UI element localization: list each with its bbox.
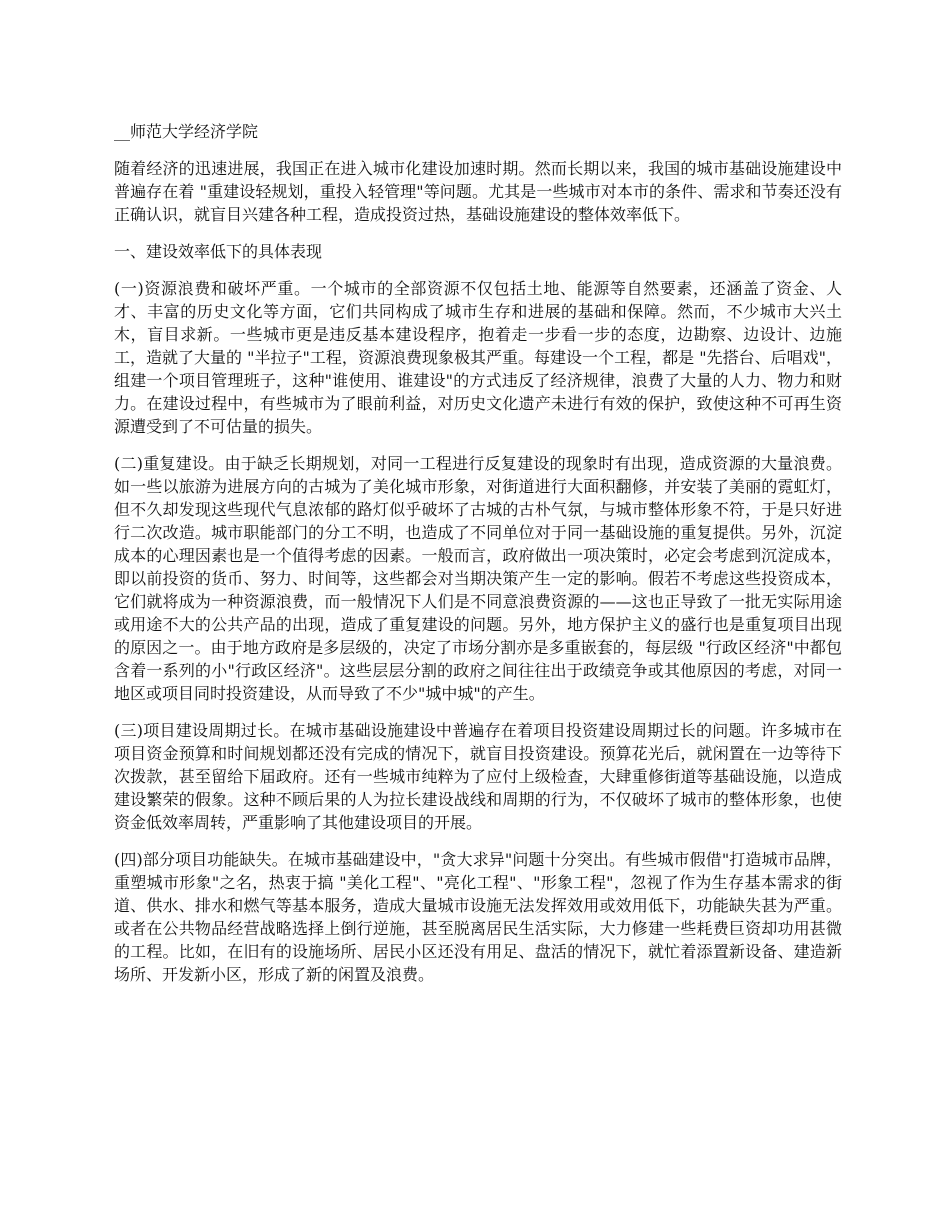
- paragraph-repeated-construction: (二)重复建设。由于缺乏长期规划，对同一工程进行反复建设的现象时有出现，造成资源的大量浪费。如一些以旅游为进展方向的古城为了美化城市形象，对街道进行大面积翻修，并安装了美丽的霓虹灯，但不久却发现这些现代气息浓郁的路灯似乎破坏了古城的古朴气氛，与城市整体形象不符，于是只好进行二次改造。城市职能部门的分工不明，也造成了不同单位对于同一基础设施的重复提供。另外，沉淀成本的心理因素也是一个值得考虑的因素。一般而言，政府做出一项决策时，必定会考虑到沉淀成本，即以前投资的货币、努力、时间等，这些都会对当期决策产生一定的影响。假若不考虑这些投资成本，它们就将成为一种资源浪费，而一般情况下人们是不同意浪费资源的——这也正导致了一批无实际用途或用途不大的公共产品的出现，造成了重复建设的问题。另外，地方保护主义的盛行也是重复项目出现的原因之一。由于地方政府是多层级的，决定了市场分割亦是多重嵌套的，每层级 "行政区经济"中都包含着一系列的小"行政区经济"。这些层层分割的政府之间往往出于政绩竞争或其他原因的考虑，对同一地区或项目同时投资建设，从而导致了不少"城中城"的产生。: [114, 454, 842, 703]
- section-heading: 一、建设效率低下的具体表现: [114, 242, 323, 261]
- intro-paragraph: 随着经济的迅速进展，我国正在进入城市化建设加速时期。然而长期以来，我国的城市基础设施建设中普遍存在着 "重建设轻规划，重投入轻管理"等问题。尤其是一些城市对本市的条件、需求和节奏还没有正确认识，就盲目兴建各种工程，造成投资过热，基础设施建设的整体效率低下。: [114, 159, 842, 224]
- document-page: [114, 120, 842, 1000]
- author-affiliation: __师范大学经济学院: [114, 122, 259, 141]
- paragraph-long-construction-cycle: (三)项目建设周期过长。在城市基础设施建设中普遍存在着项目投资建设周期过长的问题。许多城市在项目资金预算和时间规划都还没有完成的情况下，就盲目投资建设。预算花光后，就闲置在一边等待下次拨款，甚至留给下届政府。还有一些城市纯粹为了应付上级检查，大肆重修街道等基础设施，以造成建设繁荣的假象。这种不顾后果的人为拉长建设战线和周期的行为，不仅破坏了城市的整体形象，也使资金低效率周转，严重影响了其他建设项目的开展。: [114, 721, 842, 832]
- paragraph-resource-waste: (一)资源浪费和破坏严重。一个城市的全部资源不仅包括土地、能源等自然要素，还涵盖了资金、人才、丰富的历史文化等方面，它们共同构成了城市生存和进展的基础和保障。然而，不少城市大兴土木，盲目求新。一些城市更是违反基本建设程序，抱着走一步看一步的态度，边勘察、边设计、边施工，造就了大量的 "半拉子"工程，资源浪费现象极其严重。每建设一个工程，都是 "先搭台、后唱戏"，组建一个项目管理班子，这种"谁使用、谁建设"的方式违反了经济规律，浪费了大量的人力、物力和财力。在建设过程中，有些城市为了眼前利益，对历史文化遗产未进行有效的保护，致使这种不可再生资源遭受到了不可估量的损失。: [114, 279, 842, 436]
- paragraph-missing-functions: (四)部分项目功能缺失。在城市基础建设中，"贪大求异"问题十分突出。有些城市假借"打造城市品牌，重塑城市形象"之名，热衷于搞 "美化工程"、"亮化工程"、"形象工程"，忽视了作为生存基本需求的街道、供水、排水和燃气等基本服务，造成大量城市设施无法发挥效用或效用低下，功能缺失甚为严重。或者在公共物品经营战略选择上倒行逆施，甚至脱离居民生活实际，大力修建一些耗费巨资却功用甚微的工程。比如，在旧有的设施场所、居民小区还没有用足、盘活的情况下，就忙着添置新设备、建造新场所、开发新小区，形成了新的闲置及浪费。: [114, 850, 842, 984]
